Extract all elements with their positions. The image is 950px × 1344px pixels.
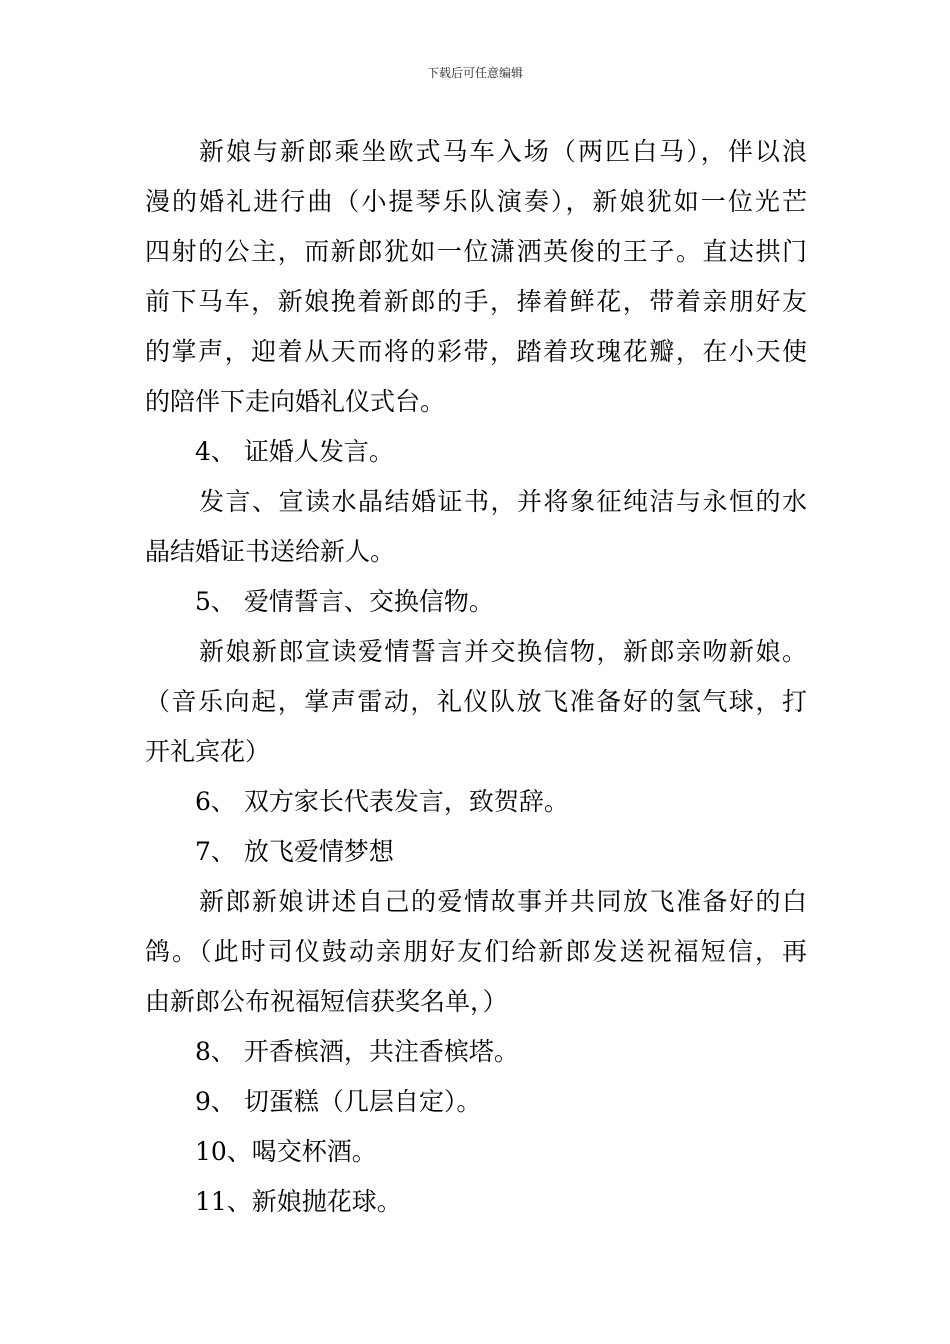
document-body (145, 127, 807, 1227)
list-item-heading: 11、新娘抛花球。 (195, 1187, 402, 1216)
paragraph-line: 新郎新娘讲述自己的爱情故事并共同放飞准备好的白 (199, 887, 807, 916)
paragraph-line: 漫的婚礼进行曲（小提琴乐队演奏），新娘犹如一位光芒 (145, 187, 807, 216)
list-item-heading: 9、 切蛋糕（几层自定）。 (195, 1087, 482, 1116)
paragraph-line: 新娘新郎宣读爱情誓言并交换信物，新郎亲吻新娘。 (199, 637, 807, 666)
list-item-heading: 6、 双方家长代表发言，致贺辞。 (195, 787, 569, 816)
list-item-heading: 7、 放飞爱情梦想 (195, 837, 394, 866)
list-item-heading: 5、 爱情誓言、交换信物。 (195, 587, 494, 616)
paragraph-line: 四射的公主，而新郎犹如一位潇洒英俊的王子。直达拱门 (145, 237, 807, 266)
paragraph-line: 发言、宣读水晶结婚证书，并将象征纯洁与永恒的水 (199, 487, 807, 516)
paragraph-line: （音乐向起，掌声雷动，礼仪队放飞准备好的氢气球，打 (145, 687, 807, 716)
list-item-heading: 4、 证婚人发言。 (195, 437, 394, 466)
paragraph-line: 开礼宾花） (145, 737, 271, 766)
page-header: 下载后可任意编辑 (426, 66, 523, 80)
list-item-heading: 8、 开香槟酒，共注香槟塔。 (195, 1037, 519, 1066)
paragraph-line: 的陪伴下走向婚礼仪式台。 (145, 387, 446, 416)
paragraph-line: 由新郎公布祝福短信获奖名单，） (145, 987, 508, 1016)
paragraph-line: 的掌声，迎着从天而将的彩带，踏着玫瑰花瓣，在小天使 (145, 337, 807, 366)
paragraph-line: 新娘与新郎乘坐欧式马车入场（两匹白马），伴以浪 (199, 137, 807, 166)
paragraph-line: 前下马车，新娘挽着新郎的手，捧着鲜花，带着亲朋好友 (145, 287, 807, 316)
paragraph-line: 鸽。（此时司仪鼓动亲朋好友们给新郎发送祝福短信，再 (145, 937, 807, 966)
list-item-heading: 10、喝交杯酒。 (195, 1137, 377, 1166)
paragraph-line: 晶结婚证书送给新人。 (145, 537, 396, 566)
